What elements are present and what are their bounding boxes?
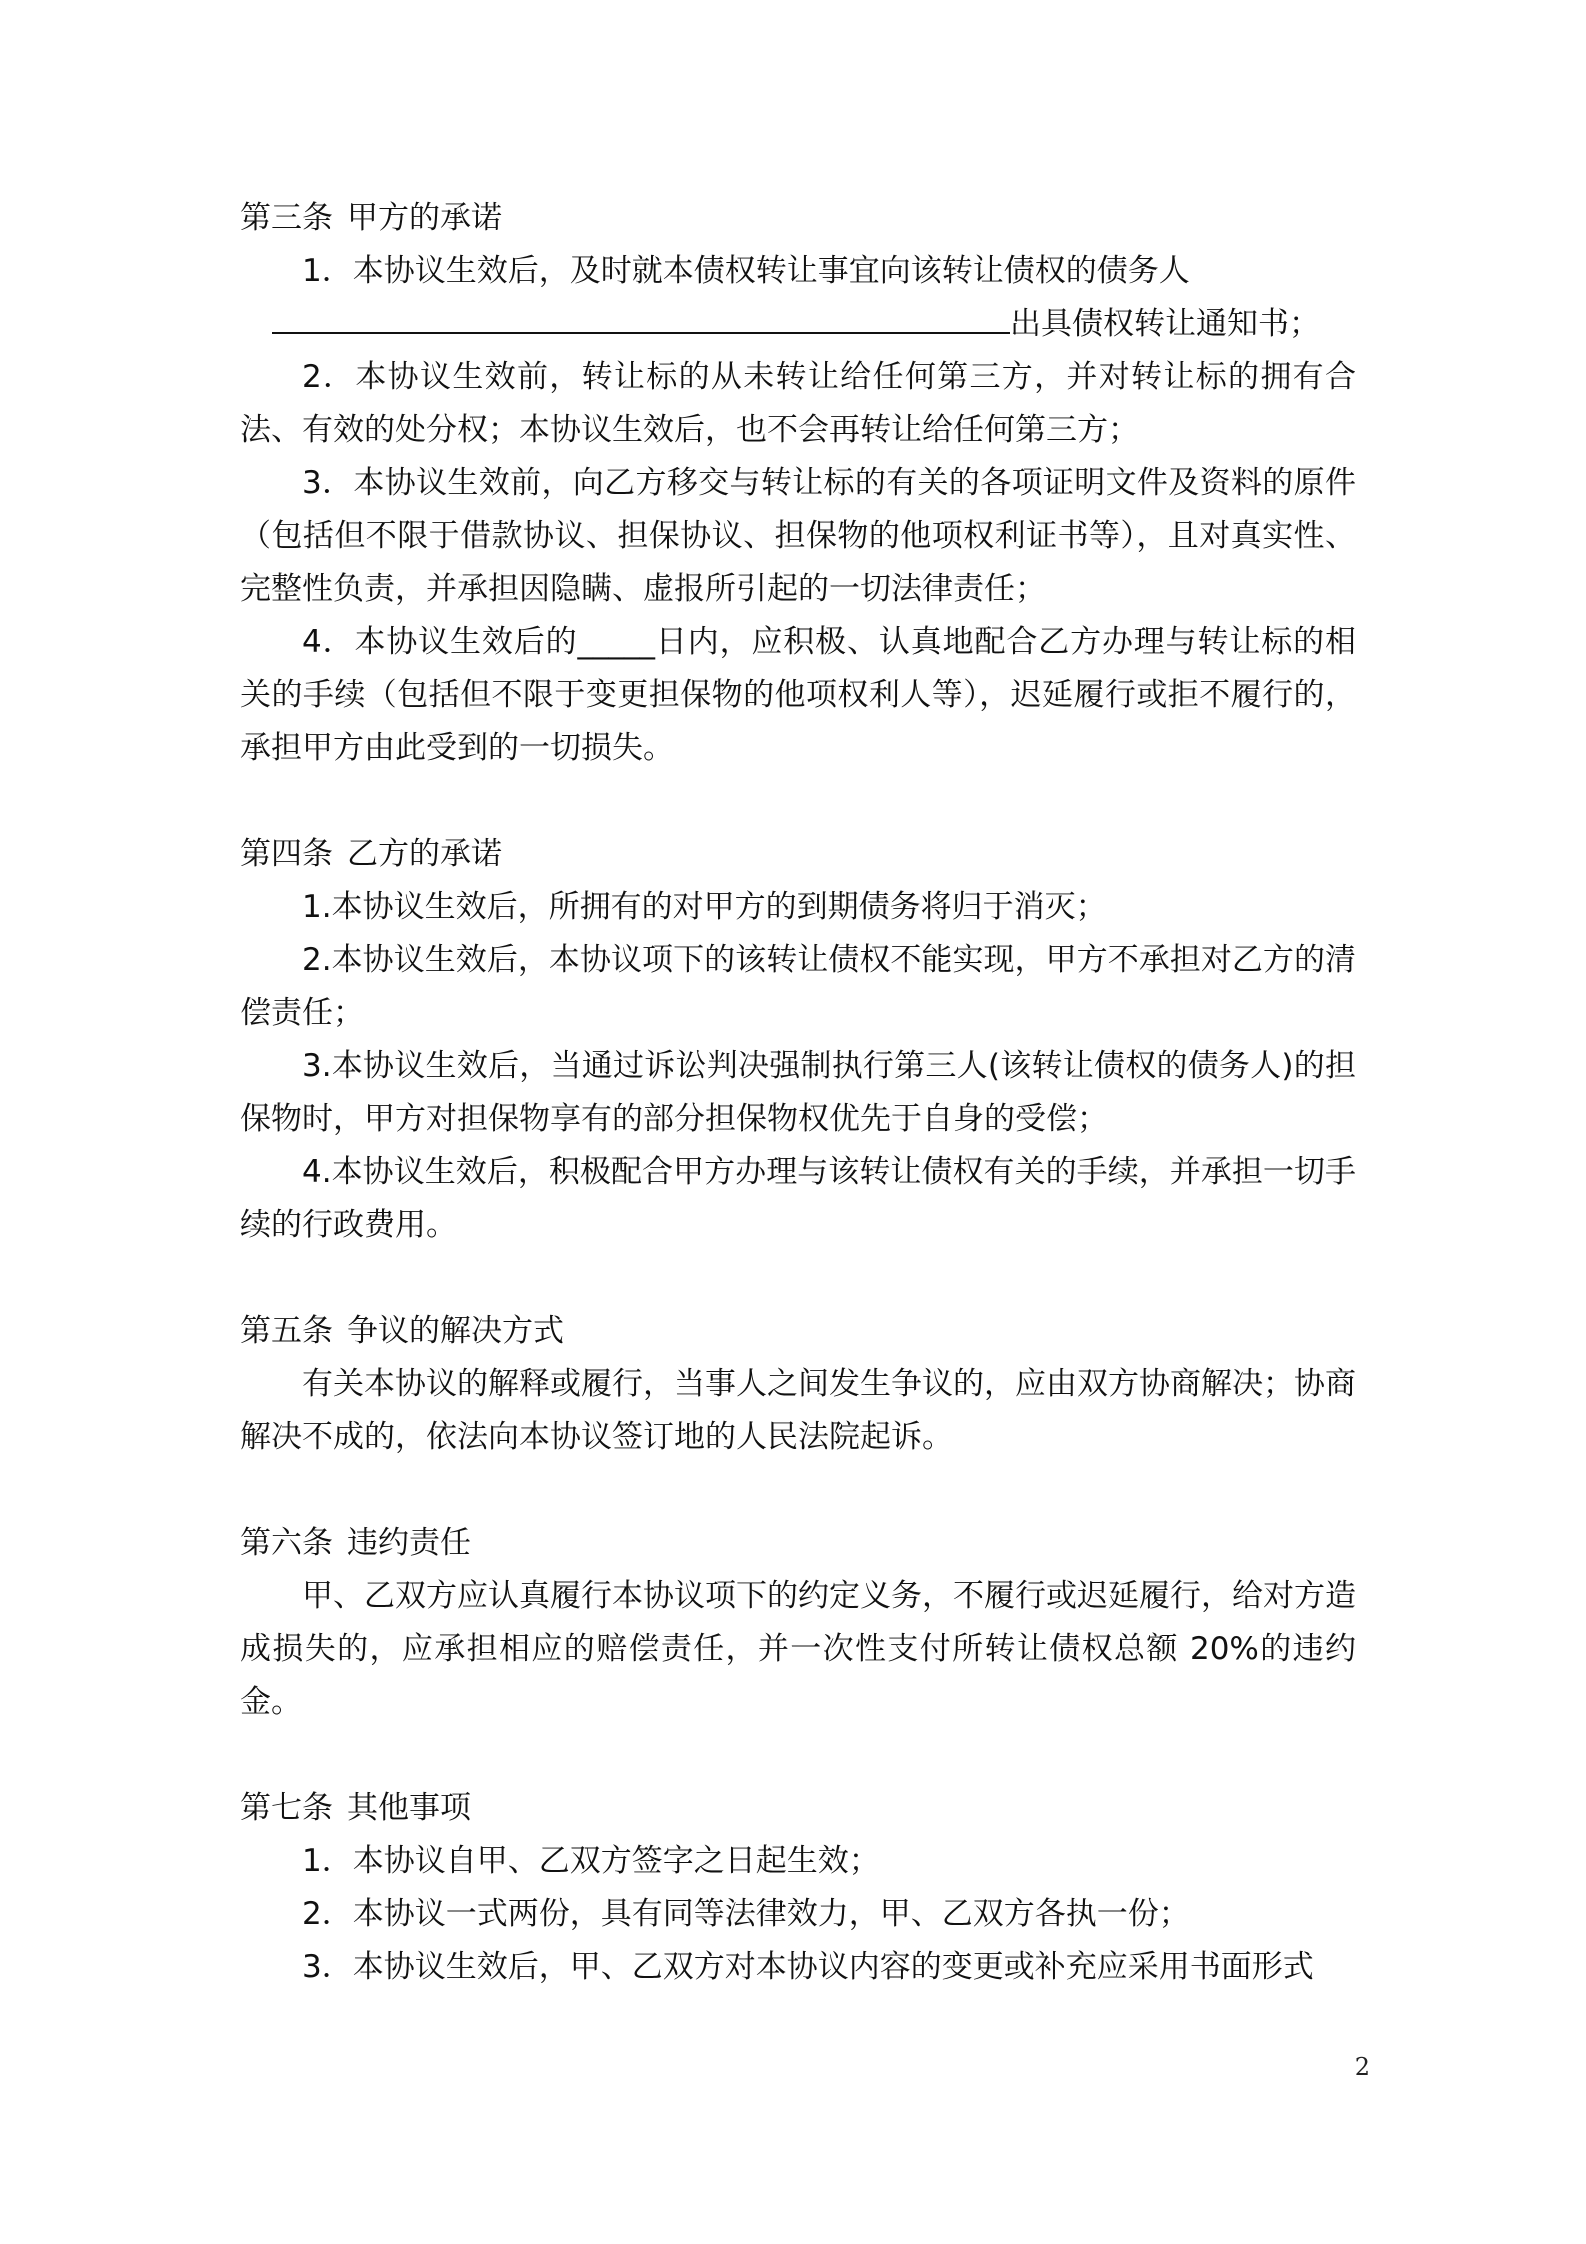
section-article-5 — [240, 1305, 1356, 1464]
section-heading — [240, 192, 1356, 245]
section-heading — [240, 1517, 1356, 1570]
section-number: 第七条 — [240, 1790, 333, 1826]
section-title: 甲方的承诺 — [347, 200, 502, 236]
clause-item: 1．本协议自甲、乙双方签字之日起生效； — [302, 1843, 880, 1879]
section-title: 其他事项 — [347, 1790, 471, 1826]
section-title: 乙方的承诺 — [347, 836, 502, 872]
clause-item: 甲、乙双方应认真履行本协议项下的约定义务，不履行或迟延履行，给对方造成损失的，应承担相应的赔偿责任，并一次性支付所转让债权总额 20%的违约金。 — [240, 1578, 1356, 1720]
section-article-6 — [240, 1517, 1356, 1729]
clause-item: 有关本协议的解释或履行，当事人之间发生争议的，应由双方协商解决；协商解决不成的，依法向本协议签订地的人民法院起诉。 — [240, 1366, 1356, 1455]
section-number: 第三条 — [240, 200, 333, 236]
section-number: 第六条 — [240, 1525, 333, 1561]
page-number: 2 — [1354, 2053, 1370, 2081]
clause-item: 2．本协议生效前，转让标的从未转让给任何第三方，并对转让标的拥有合法、有效的处分权；本协议生效后，也不会再转让给任何第三方； — [240, 359, 1356, 448]
section-title: 违约责任 — [347, 1525, 471, 1561]
clause-blank-line — [240, 298, 1356, 351]
section-heading — [240, 1305, 1356, 1358]
section-number: 第五条 — [240, 1313, 333, 1349]
clause-blank-suffix: 出具债权转让通知书； — [1010, 306, 1320, 342]
clause-item: 3．本协议生效前，向乙方移交与转让标的有关的各项证明文件及资料的原件（包括但不限于借款协议、担保协议、担保物的他项权利证书等），且对真实性、完整性负责，并承担因隐瞒、虚报所引起的一切法律责任； — [240, 465, 1356, 607]
section-heading — [240, 1782, 1356, 1835]
clause-item: 1.本协议生效后，所拥有的对甲方的到期债务将归于消灭； — [302, 889, 1107, 925]
section-article-7 — [240, 1782, 1356, 1994]
section-article-3 — [240, 192, 1356, 775]
clause-item: 3．本协议生效后，甲、乙双方对本协议内容的变更或补充应采用书面形式 — [302, 1949, 1314, 1985]
fill-in-blank — [272, 308, 1010, 334]
clause-item: 4．本协议生效后的_____日内，应积极、认真地配合乙方办理与转让标的相关的手续（包括但不限于变更担保物的他项权利人等），迟延履行或拒不履行的，承担甲方由此受到的一切损失。 — [240, 624, 1356, 766]
clause-item: 2.本协议生效后，本协议项下的该转让债权不能实现，甲方不承担对乙方的清偿责任； — [240, 942, 1356, 1031]
section-article-4 — [240, 828, 1356, 1252]
document-body — [240, 192, 1356, 2047]
section-number: 第四条 — [240, 836, 333, 872]
section-title: 争议的解决方式 — [347, 1313, 564, 1349]
clause-item: 1．本协议生效后，及时就本债权转让事宜向该转让债权的债务人 — [302, 253, 1190, 289]
clause-item: 4.本协议生效后，积极配合甲方办理与该转让债权有关的手续，并承担一切手续的行政费用。 — [240, 1154, 1356, 1243]
section-heading — [240, 828, 1356, 881]
clause-item: 2．本协议一式两份，具有同等法律效力，甲、乙双方各执一份； — [302, 1896, 1190, 1932]
clause-item: 3.本协议生效后，当通过诉讼判决强制执行第三人(该转让债权的债务人)的担保物时，甲方对担保物享有的部分担保物权优先于自身的受偿； — [240, 1048, 1356, 1137]
